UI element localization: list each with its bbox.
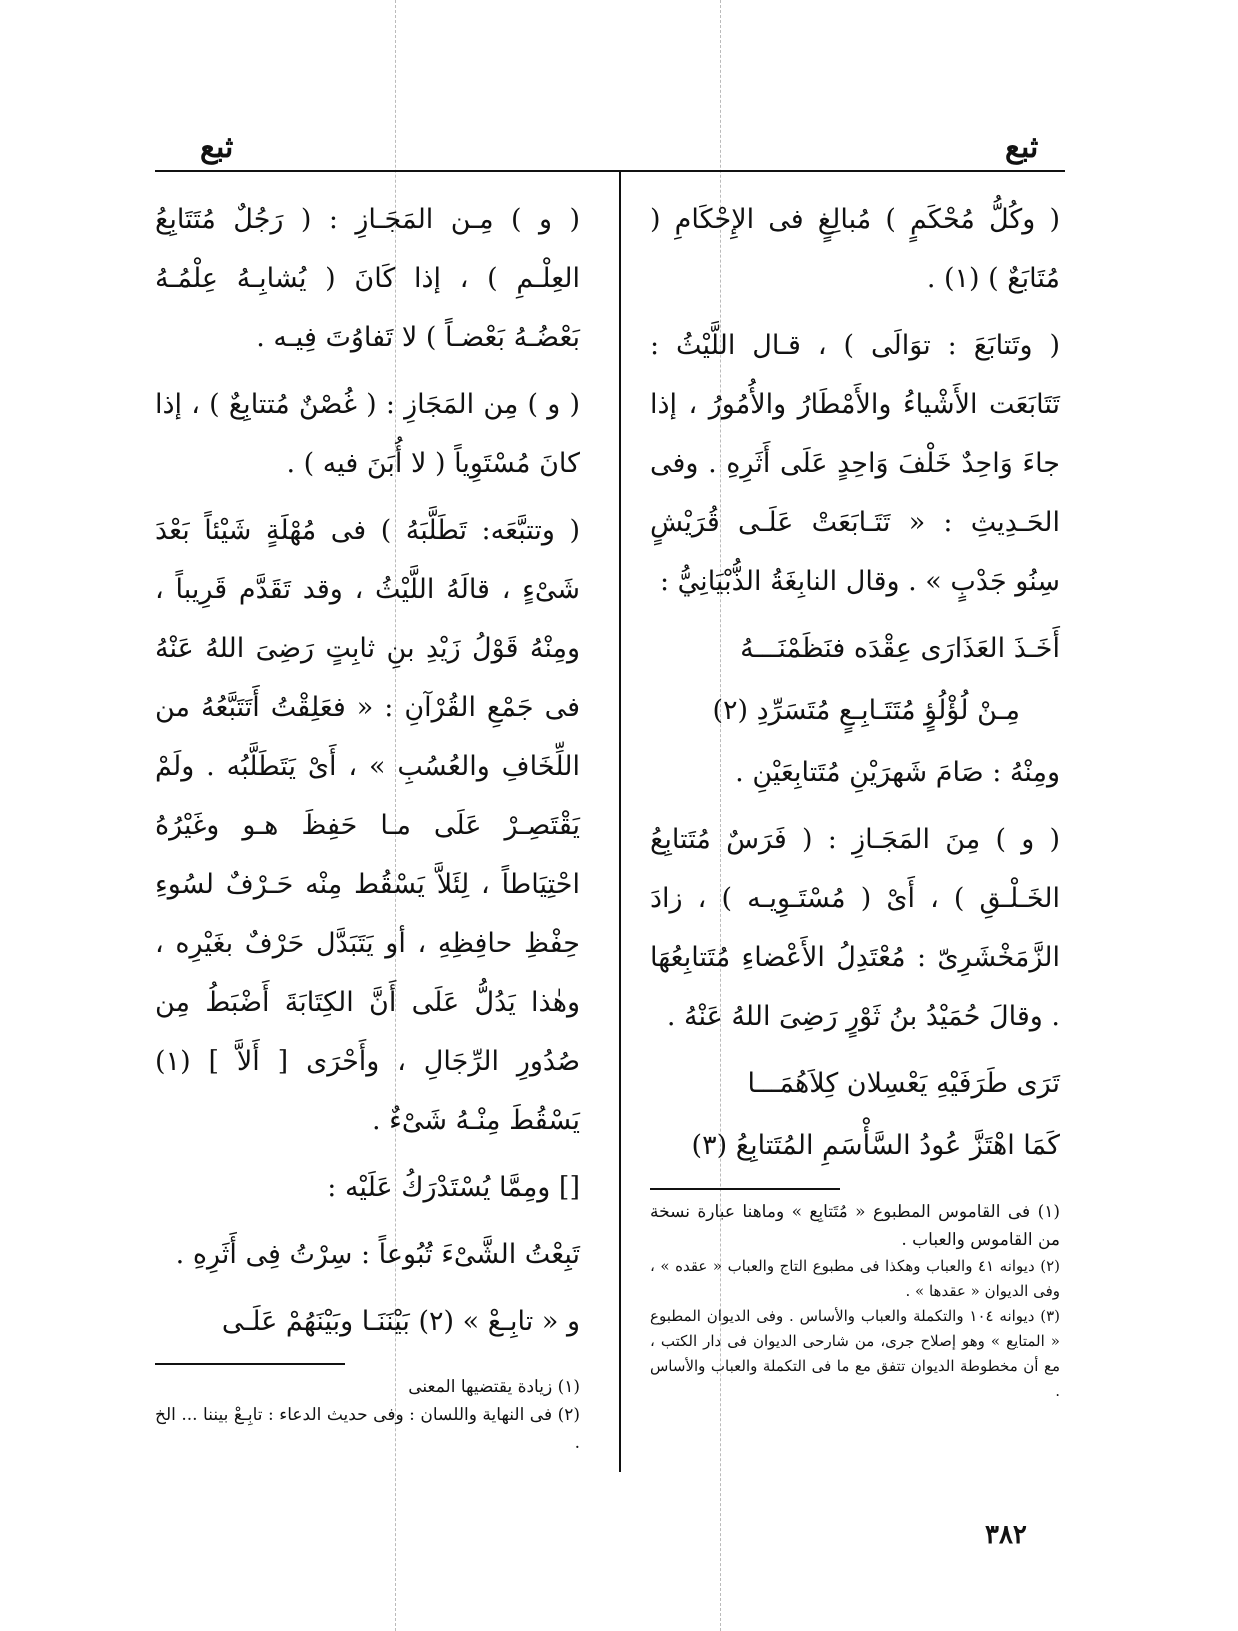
running-head-right: ثبع: [1005, 130, 1039, 165]
footnote: (٣) ديوانه ١٠٤ والتكملة والعباب والأساس . وفى الديوان المطبوع « المتايع » وهو إصلاح جرى، من شارحى الديوان فى دار الكتب ، مع أن مخطوطة الديوان تتفق مع ما فى التكملة والعباب والأساس .: [650, 1306, 1060, 1400]
paragraph: و « تابِـعْ » (٢) بَيْنَنَـا وبَيْنَهُمْ عَلَـى: [221, 1306, 580, 1337]
left-column: [155, 190, 580, 1457]
paragraph: ومِنْهُ : صَامَ شَهرَيْنِ مُتَتابِعَيْنِ .: [735, 757, 1060, 788]
paragraph: تَبِعْتُ الشَّىْءَ تُبُوعاً : سِرْتُ فِى أَثَرِهِ .: [175, 1239, 580, 1270]
paragraph: ( و ) مِـن المَجَـازِ : ( رَجُلٌ مُتَتَابِعُ العِلْـمِ ) ، إذا كَانَ ( يُشابِـهُ عِلْمُـهُ بَعْضُـهُ بَعْضـاً ) لا تَفاوُتَ فِيـه .: [155, 204, 580, 353]
verse-line: أَخَـذَ العَذَارَى عِقْدَه فنَظَمْنَـــهُ: [740, 633, 1060, 664]
paragraph: ( وتَتابَعَ : توَالَى ) ، قـال اللَّيْثُ : تَتَابَعَت الأَشْياءُ والأَمْطَارُ والأُمُورُ ، إذا جاءَ وَاحِدٌ خَلْفَ وَاحِدٍ عَلَى أَثَرِهِ . وفى الحَـدِيثِ : « تَتَـابَعَتْ عَلَـى قُرَيْشٍ سِنُو جَدْبٍ » . وقال النابِغَةُ الذُّبْيَانِيُّ :: [650, 330, 1060, 597]
footnote-rule: [155, 1363, 345, 1365]
footnote: (١) زيادة يقتضيها المعنى: [408, 1376, 580, 1397]
paragraph: [] ومِمَّا يُسْتَدْرَكُ عَلَيْه :: [327, 1172, 580, 1203]
verse-line: كَمَا اهْتَزَّ عُودُ السَّأْسَمِ المُتَتابِعُ (٣): [691, 1130, 1060, 1161]
footnote-rule: [650, 1188, 840, 1190]
running-head-left: ثبع: [200, 130, 234, 165]
paragraph: ( وكُلُّ مُحْكَمٍ ) مُبالِغٍ فى الإِحْكَامِ ( مُتَابَعٌ ) (١) .: [650, 204, 1060, 294]
paragraph: ( وتتبَّعَه: تَطَلَّبَهُ ) فى مُهْلَةٍ شَيْئاً بَعْدَ شَىْءٍ ، قالَهُ اللَّيْثُ ، وقد تَقَدَّم قَرِيباً ، ومِنْهُ قَوْلُ زَيْدِ بنِ ثابِتٍ رَضِىَ اللهُ عَنْهُ فى جَمْعِ القُرْآنِ : « فعَلِقْتُ أَتَتَبَّعُهُ من اللِّخَافِ والعُسُبِ » ، أَىْ يَتَطَلَّبُه . ولَمْ يَقْتَصِـرْ عَلَى مـا حَفِظَ هـو وغَيْرُهُ احْتِيَاطاً ، لِئَلاَّ يَسْقُط مِنْه حَـرْفٌ لسُوءِ حِفْظِ حافِظِهِ ، أو يَتَبَدَّل حَرْفٌ بغَيْرِه ، وهٰذا يَدُلُّ عَلَى أَنَّ الكِتَابَةَ أَضْبَطُ مِن صُدُورِ الرِّجَالِ ، وأَحْرَى [ أَلاَّ ] (١) يَسْقُطَ مِنْـهُ شَىْءٌ .: [155, 515, 580, 1136]
footnote: (٢) ديوانه ٤١ والعباب وهكذا فى مطبوع التاج والعباب « عقده » ، وفى الديوان « عقدها » .: [650, 1256, 1060, 1300]
paragraph: ( و ) مِن المَجَازِ : ( غُصْنٌ مُتتابِعٌ ) ، إذا كانَ مُسْتَوِياً ( لا أُبَنَ فيه ) .: [155, 389, 580, 479]
page-number: ٣٨٢: [985, 1520, 1027, 1550]
footnote: (٢) فى النهاية واللسان : وفى حديث الدعاء : تابِـعْ بيننا ... الخ .: [155, 1404, 580, 1453]
verse-line: مِـنْ لُؤْلُؤٍ مُتَتَـابِـعٍ مُتَسَرِّدِ (٢): [712, 695, 1020, 726]
paragraph: ( و ) مِنَ المَجَـازِ : ( فَرَسٌ مُتَتابِعُ الخَـلْـقِ ) ، أَىْ ( مُسْتَـوِيـه ) ، زادَ الزَّمَخْشَرِىّ : مُعْتَدِلُ الأَعْضاءِ مُتَتابِعُهَا . وقالَ حُمَيْدُ بنُ ثَوْرٍ رَضِىَ اللهُ عَنْهُ .: [650, 824, 1060, 1032]
column-divider: [619, 172, 621, 1472]
header-rule: [155, 170, 1065, 172]
verse-line: تَرَى طَرَفَيْهِ يَعْسِلان كِلاَهُمَـــا: [747, 1068, 1060, 1099]
footnote: (١) فى القاموس المطبوع « مُتَتابِع » وماهنا عبارة نسخة من القاموس والعباب .: [650, 1201, 1060, 1250]
right-column: [650, 190, 1060, 1404]
